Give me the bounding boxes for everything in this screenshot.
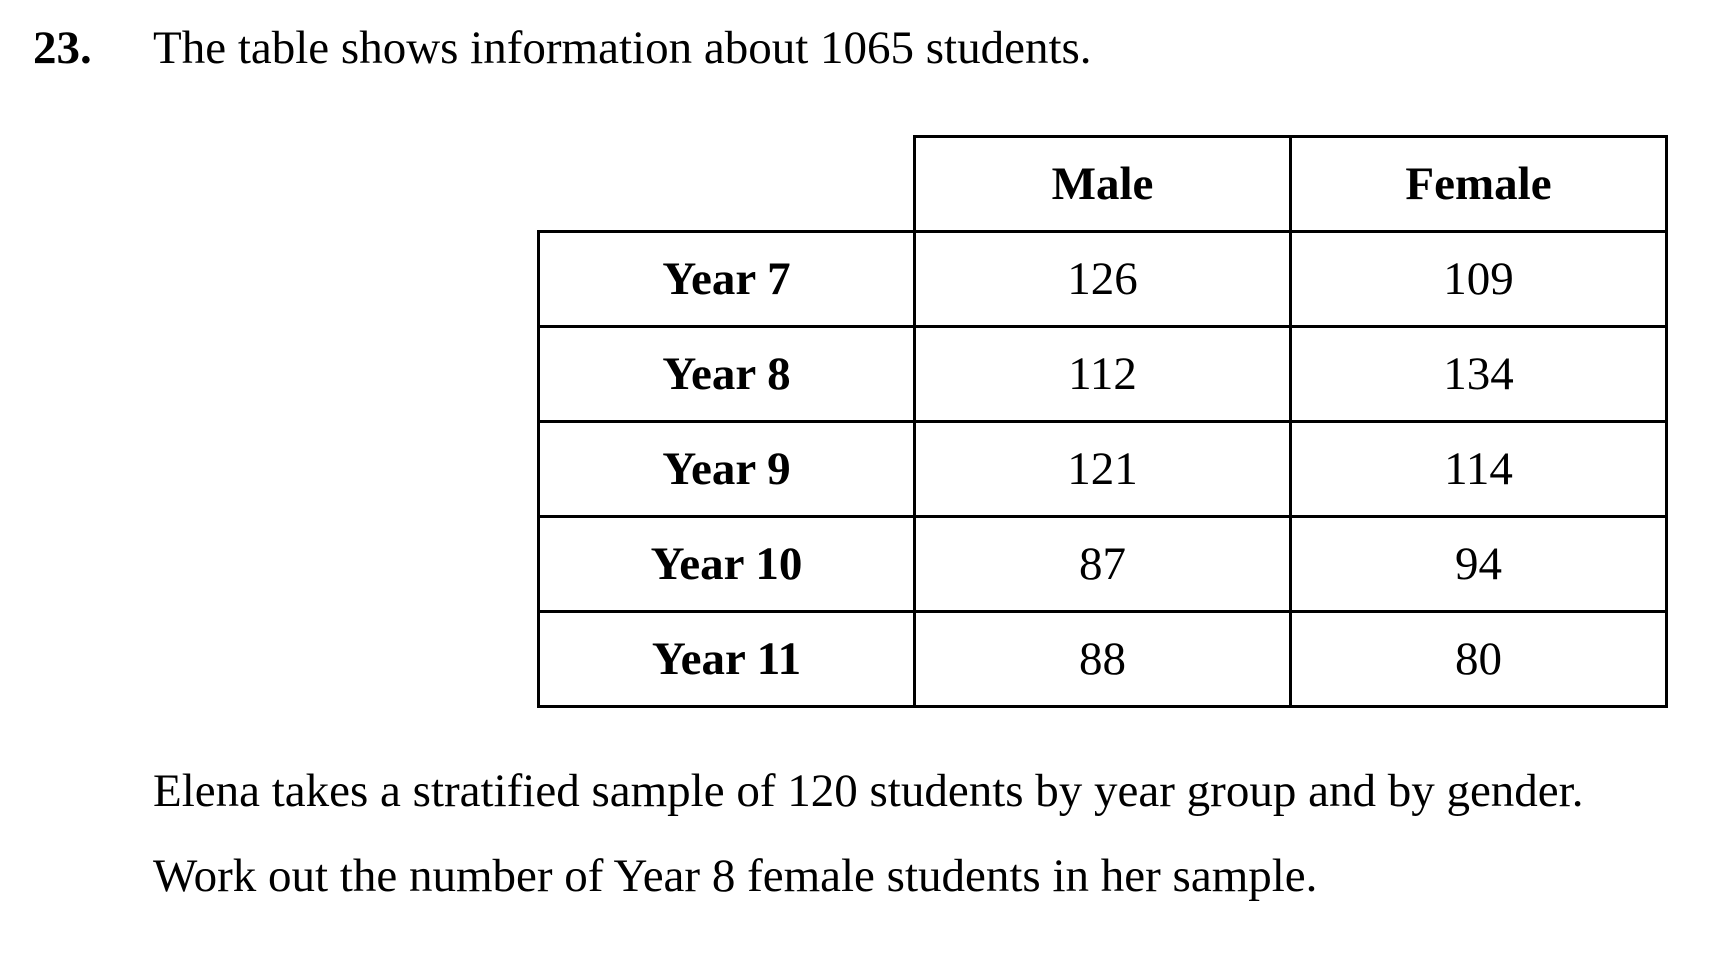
row-header: Year 10 — [539, 517, 915, 612]
question-intro: The table shows information about 1065 students. — [153, 22, 1092, 74]
table-row — [539, 422, 1667, 517]
column-header-male: Male — [915, 137, 1291, 232]
table-cell-male: 121 — [915, 422, 1291, 517]
table-row — [539, 612, 1667, 707]
row-header: Year 9 — [539, 422, 915, 517]
student-data-table — [537, 135, 1668, 708]
question-task: Work out the number of Year 8 female students in her sample. — [153, 850, 1318, 902]
table-cell-female: 114 — [1291, 422, 1667, 517]
sample-description: Elena takes a stratified sample of 120 students by year group and by gender. — [153, 765, 1584, 817]
table-row — [539, 517, 1667, 612]
table-cell-female: 109 — [1291, 232, 1667, 327]
table-cell-female: 134 — [1291, 327, 1667, 422]
table-cell-male: 112 — [915, 327, 1291, 422]
table-cell-male: 88 — [915, 612, 1291, 707]
table-cell-male: 126 — [915, 232, 1291, 327]
table-header-row — [539, 137, 1667, 232]
table-cell-female: 80 — [1291, 612, 1667, 707]
row-header: Year 8 — [539, 327, 915, 422]
table-row — [539, 232, 1667, 327]
table-cell-male: 87 — [915, 517, 1291, 612]
table-cell-female: 94 — [1291, 517, 1667, 612]
table-row — [539, 327, 1667, 422]
row-header: Year 7 — [539, 232, 915, 327]
row-header: Year 11 — [539, 612, 915, 707]
question-number: 23. — [33, 22, 92, 74]
column-header-female: Female — [1291, 137, 1667, 232]
table-corner-cell — [539, 137, 915, 232]
